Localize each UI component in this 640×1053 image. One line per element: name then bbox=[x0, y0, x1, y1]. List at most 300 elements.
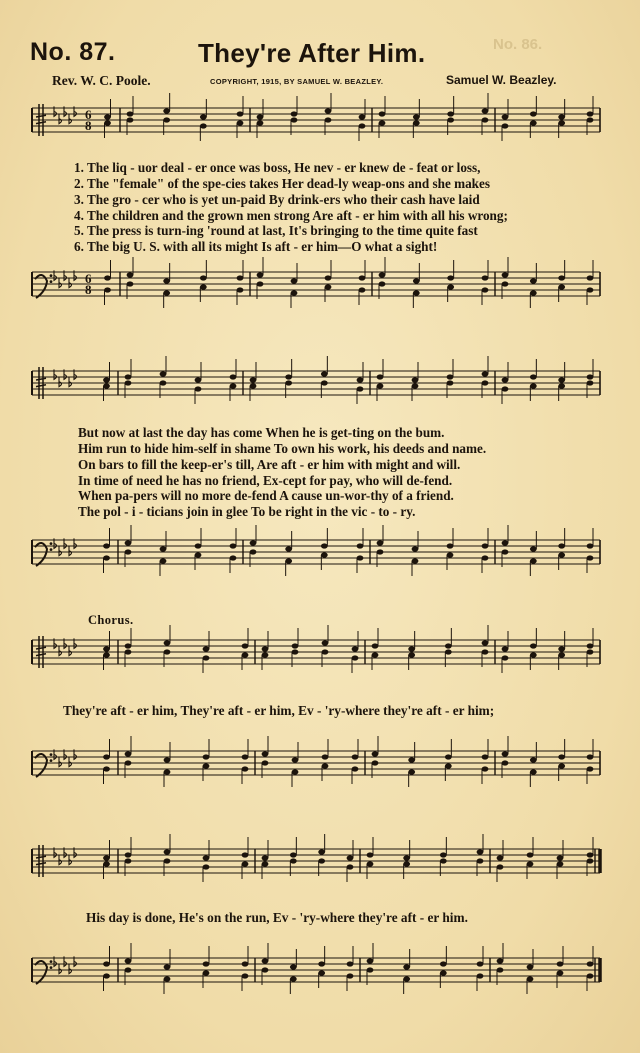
note-head bbox=[104, 120, 111, 125]
note-head bbox=[587, 649, 594, 654]
note-head bbox=[352, 766, 359, 771]
note-head bbox=[290, 858, 297, 863]
note-head bbox=[558, 543, 565, 548]
note-head bbox=[125, 649, 132, 654]
note-head bbox=[257, 114, 264, 119]
note-head bbox=[242, 766, 249, 771]
note-head bbox=[587, 643, 594, 648]
note-head bbox=[530, 643, 537, 648]
note-head bbox=[164, 849, 171, 854]
note-head bbox=[447, 552, 454, 557]
note-head bbox=[103, 377, 110, 382]
note-head bbox=[359, 275, 366, 280]
note-head bbox=[242, 852, 249, 857]
verse-line: 5. The press is turn-ing 'round at last, It's bringing to the time quite fast bbox=[74, 223, 478, 238]
note-head bbox=[372, 751, 379, 756]
chorus-lyric-line-2: His day is done, He's on the run, Ev - 'ry-where they're aft - er him. bbox=[86, 910, 468, 925]
note-head bbox=[352, 655, 359, 660]
note-head bbox=[445, 643, 452, 648]
note-head bbox=[200, 275, 207, 280]
bass-clef-dot bbox=[50, 548, 53, 551]
verse-line: On bars to fill the keep-er's till, Are aft - er him with might and will. bbox=[78, 457, 461, 472]
note-head bbox=[587, 973, 594, 978]
note-head bbox=[359, 123, 366, 128]
note-head bbox=[372, 643, 379, 648]
note-head bbox=[160, 558, 167, 563]
note-head bbox=[237, 120, 244, 125]
note-head bbox=[352, 646, 359, 651]
note-head bbox=[482, 371, 489, 376]
staff bbox=[32, 849, 600, 873]
bass-clef-dot bbox=[50, 759, 53, 762]
bass-clef-dot bbox=[50, 960, 53, 963]
note-head bbox=[527, 964, 534, 969]
note-head bbox=[558, 284, 565, 289]
flat-icon bbox=[69, 855, 72, 865]
bleed-through-text: No. 86. bbox=[493, 36, 543, 53]
note-head bbox=[445, 763, 452, 768]
bass-clef-dot bbox=[50, 542, 53, 545]
flat-icon bbox=[69, 377, 72, 387]
note-head bbox=[203, 754, 210, 759]
note-head bbox=[127, 117, 134, 122]
note-head bbox=[285, 546, 292, 551]
note-head bbox=[103, 555, 110, 560]
note-head bbox=[527, 852, 534, 857]
verse-line: 6. The big U. S. with all its might Is aft - er him—O what a sight! bbox=[74, 239, 438, 254]
note-head bbox=[379, 281, 386, 286]
note-head bbox=[482, 287, 489, 292]
note-head bbox=[440, 858, 447, 863]
note-head bbox=[482, 108, 489, 113]
hymn-title: They're After Him. bbox=[198, 38, 426, 68]
note-head bbox=[587, 766, 594, 771]
note-head bbox=[482, 766, 489, 771]
note-head bbox=[160, 371, 167, 376]
note-head bbox=[230, 555, 237, 560]
note-head bbox=[250, 549, 257, 554]
note-head bbox=[379, 111, 386, 116]
note-head bbox=[587, 754, 594, 759]
note-head bbox=[125, 751, 132, 756]
note-head bbox=[497, 855, 504, 860]
note-head bbox=[587, 117, 594, 122]
note-head bbox=[408, 769, 415, 774]
note-head bbox=[482, 275, 489, 280]
note-head bbox=[502, 549, 509, 554]
copyright-notice: COPYRIGHT, 1915, BY SAMUEL W. BEAZLEY. bbox=[210, 77, 384, 86]
note-head bbox=[367, 861, 374, 866]
staff bbox=[32, 272, 600, 296]
note-head bbox=[502, 377, 509, 382]
note-head bbox=[290, 964, 297, 969]
note-head bbox=[587, 275, 594, 280]
note-head bbox=[262, 652, 269, 657]
note-head bbox=[242, 643, 249, 648]
note-head bbox=[290, 852, 297, 857]
note-head bbox=[403, 976, 410, 981]
bass-clef-dot bbox=[50, 280, 53, 283]
note-head bbox=[587, 858, 594, 863]
note-head bbox=[160, 546, 167, 551]
note-head bbox=[530, 111, 537, 116]
note-head bbox=[325, 275, 332, 280]
note-head bbox=[237, 275, 244, 280]
note-head bbox=[325, 117, 332, 122]
note-head bbox=[257, 120, 264, 125]
note-head bbox=[347, 973, 354, 978]
note-head bbox=[558, 763, 565, 768]
note-head bbox=[403, 861, 410, 866]
note-head bbox=[482, 117, 489, 122]
note-head bbox=[412, 558, 419, 563]
note-head bbox=[367, 852, 374, 857]
note-head bbox=[447, 284, 454, 289]
note-head bbox=[203, 646, 210, 651]
note-head bbox=[195, 552, 202, 557]
note-head bbox=[367, 958, 374, 963]
note-head bbox=[125, 643, 132, 648]
note-head bbox=[587, 543, 594, 548]
note-head bbox=[587, 374, 594, 379]
note-head bbox=[195, 386, 202, 391]
flat-icon bbox=[59, 377, 62, 387]
note-head bbox=[163, 290, 170, 295]
note-head bbox=[195, 543, 202, 548]
note-head bbox=[558, 652, 565, 657]
lyricist-credit: Rev. W. C. Poole. bbox=[52, 73, 151, 88]
note-head bbox=[482, 543, 489, 548]
note-head bbox=[447, 275, 454, 280]
note-head bbox=[558, 646, 565, 651]
note-head bbox=[557, 961, 564, 966]
staff bbox=[32, 640, 600, 664]
note-head bbox=[163, 278, 170, 283]
note-head bbox=[527, 976, 534, 981]
note-head bbox=[359, 114, 366, 119]
note-head bbox=[163, 108, 170, 113]
note-head bbox=[352, 754, 359, 759]
note-head bbox=[262, 646, 269, 651]
note-head bbox=[242, 652, 249, 657]
note-head bbox=[321, 371, 328, 376]
flat-icon bbox=[59, 855, 62, 865]
note-head bbox=[558, 114, 565, 119]
note-head bbox=[502, 114, 509, 119]
note-head bbox=[200, 284, 207, 289]
note-head bbox=[530, 383, 537, 388]
flat-icon bbox=[59, 114, 62, 124]
note-head bbox=[291, 290, 298, 295]
flat-icon bbox=[59, 646, 62, 656]
note-head bbox=[125, 760, 132, 765]
note-head bbox=[502, 272, 509, 277]
note-head bbox=[125, 852, 132, 857]
note-head bbox=[103, 383, 110, 388]
note-head bbox=[127, 281, 134, 286]
verse-line: Him run to hide him-self in shame To own his work, his deeds and name. bbox=[78, 441, 487, 456]
note-head bbox=[164, 976, 171, 981]
note-head bbox=[318, 858, 325, 863]
note-head bbox=[203, 763, 210, 768]
note-head bbox=[412, 546, 419, 551]
note-head bbox=[262, 751, 269, 756]
note-head bbox=[558, 552, 565, 557]
bass-clef-dot bbox=[50, 966, 53, 969]
note-head bbox=[104, 114, 111, 119]
note-head bbox=[502, 281, 509, 286]
verse-line: 2. The "female" of the spe-cies takes Her dead-ly weap-ons and she makes bbox=[74, 176, 490, 191]
note-head bbox=[203, 961, 210, 966]
note-head bbox=[103, 652, 110, 657]
note-head bbox=[257, 281, 264, 286]
verse-line: In time of need he has no friend, Ex-cept for pay, who will de-fend. bbox=[78, 473, 453, 488]
note-head bbox=[447, 380, 454, 385]
note-head bbox=[482, 754, 489, 759]
flat-icon bbox=[69, 278, 72, 288]
note-head bbox=[195, 377, 202, 382]
note-head bbox=[440, 961, 447, 966]
flat-icon bbox=[59, 757, 62, 767]
note-head bbox=[230, 374, 237, 379]
note-head bbox=[482, 555, 489, 560]
flat-icon bbox=[59, 964, 62, 974]
time-signature: 6 bbox=[85, 271, 92, 286]
note-head bbox=[447, 117, 454, 122]
note-head bbox=[502, 386, 509, 391]
flat-icon bbox=[69, 546, 72, 556]
note-head bbox=[445, 754, 452, 759]
note-head bbox=[321, 380, 328, 385]
bass-clef-dot bbox=[50, 274, 53, 277]
note-head bbox=[359, 287, 366, 292]
note-head bbox=[440, 970, 447, 975]
note-head bbox=[477, 849, 484, 854]
note-head bbox=[440, 852, 447, 857]
note-head bbox=[237, 287, 244, 292]
note-head bbox=[125, 540, 132, 545]
note-head bbox=[587, 852, 594, 857]
time-signature: 8 bbox=[85, 118, 92, 133]
note-head bbox=[262, 855, 269, 860]
staff bbox=[32, 371, 600, 395]
note-head bbox=[477, 961, 484, 966]
note-head bbox=[502, 540, 509, 545]
note-head bbox=[242, 961, 249, 966]
note-head bbox=[502, 123, 509, 128]
note-head bbox=[164, 769, 171, 774]
note-head bbox=[285, 374, 292, 379]
note-head bbox=[357, 555, 364, 560]
note-head bbox=[357, 543, 364, 548]
note-head bbox=[502, 646, 509, 651]
note-head bbox=[104, 275, 111, 280]
note-head bbox=[482, 640, 489, 645]
note-head bbox=[447, 374, 454, 379]
note-head bbox=[379, 272, 386, 277]
note-head bbox=[347, 961, 354, 966]
chorus-lyric-line-1: They're aft - er him, They're aft - er him, Ev - 'ry-where they're aft - er him; bbox=[63, 703, 495, 718]
note-head bbox=[497, 958, 504, 963]
note-head bbox=[587, 380, 594, 385]
note-head bbox=[403, 964, 410, 969]
note-head bbox=[291, 117, 298, 122]
note-head bbox=[200, 114, 207, 119]
note-head bbox=[103, 543, 110, 548]
note-head bbox=[163, 117, 170, 122]
note-head bbox=[477, 858, 484, 863]
note-head bbox=[530, 757, 537, 762]
note-head bbox=[292, 757, 299, 762]
note-head bbox=[242, 861, 249, 866]
note-head bbox=[285, 380, 292, 385]
note-head bbox=[557, 855, 564, 860]
note-head bbox=[321, 543, 328, 548]
note-head bbox=[125, 958, 132, 963]
note-head bbox=[321, 552, 328, 557]
flat-icon bbox=[69, 964, 72, 974]
staff bbox=[32, 751, 600, 775]
note-head bbox=[262, 861, 269, 866]
note-head bbox=[103, 973, 110, 978]
verse-line: When pa-pers will no more de-fend A cause un-wor-thy of a friend. bbox=[78, 488, 454, 503]
note-head bbox=[587, 961, 594, 966]
note-head bbox=[203, 855, 210, 860]
note-head bbox=[367, 967, 374, 972]
note-head bbox=[558, 754, 565, 759]
staff bbox=[32, 108, 600, 132]
note-head bbox=[318, 961, 325, 966]
note-head bbox=[262, 760, 269, 765]
note-head bbox=[292, 769, 299, 774]
note-head bbox=[357, 377, 364, 382]
note-head bbox=[408, 757, 415, 762]
note-head bbox=[412, 377, 419, 382]
note-head bbox=[125, 967, 132, 972]
note-head bbox=[127, 111, 134, 116]
note-head bbox=[103, 961, 110, 966]
note-head bbox=[482, 380, 489, 385]
note-head bbox=[250, 377, 257, 382]
note-head bbox=[530, 652, 537, 657]
note-head bbox=[237, 111, 244, 116]
note-head bbox=[497, 967, 504, 972]
note-head bbox=[347, 864, 354, 869]
note-head bbox=[530, 120, 537, 125]
note-head bbox=[530, 290, 537, 295]
flat-icon bbox=[69, 114, 72, 124]
note-head bbox=[408, 646, 415, 651]
note-head bbox=[408, 652, 415, 657]
note-head bbox=[322, 649, 329, 654]
note-head bbox=[125, 380, 132, 385]
note-head bbox=[377, 549, 384, 554]
note-head bbox=[413, 120, 420, 125]
note-head bbox=[372, 652, 379, 657]
note-head bbox=[357, 386, 364, 391]
note-head bbox=[445, 649, 452, 654]
flat-icon bbox=[59, 278, 62, 288]
note-head bbox=[502, 655, 509, 660]
note-head bbox=[482, 649, 489, 654]
note-head bbox=[413, 290, 420, 295]
note-head bbox=[413, 114, 420, 119]
note-head bbox=[530, 278, 537, 283]
note-head bbox=[164, 858, 171, 863]
hymn-number: No. 87. bbox=[30, 38, 116, 66]
note-head bbox=[322, 754, 329, 759]
note-head bbox=[103, 766, 110, 771]
note-head bbox=[477, 973, 484, 978]
composer-credit: Samuel W. Beazley. bbox=[446, 73, 557, 87]
note-head bbox=[250, 540, 257, 545]
staff bbox=[32, 958, 600, 982]
verse-line: 4. The children and the grown men strong Are aft - er him with all his wrong; bbox=[74, 208, 508, 223]
flat-icon bbox=[69, 757, 72, 767]
note-head bbox=[530, 546, 537, 551]
chorus-label: Chorus. bbox=[88, 613, 134, 627]
note-head bbox=[164, 640, 171, 645]
note-head bbox=[318, 849, 325, 854]
note-head bbox=[403, 855, 410, 860]
note-head bbox=[125, 549, 132, 554]
note-head bbox=[322, 763, 329, 768]
note-head bbox=[502, 760, 509, 765]
note-head bbox=[250, 383, 257, 388]
note-head bbox=[230, 543, 237, 548]
note-head bbox=[413, 278, 420, 283]
note-head bbox=[127, 272, 134, 277]
note-head bbox=[242, 973, 249, 978]
note-head bbox=[377, 374, 384, 379]
note-head bbox=[502, 751, 509, 756]
note-head bbox=[203, 655, 210, 660]
note-head bbox=[203, 864, 210, 869]
note-head bbox=[257, 272, 264, 277]
note-head bbox=[103, 855, 110, 860]
note-head bbox=[372, 760, 379, 765]
note-head bbox=[587, 287, 594, 292]
note-head bbox=[530, 558, 537, 563]
note-head bbox=[104, 287, 111, 292]
note-head bbox=[164, 649, 171, 654]
note-head bbox=[242, 754, 249, 759]
note-head bbox=[587, 555, 594, 560]
note-head bbox=[291, 111, 298, 116]
note-head bbox=[160, 380, 167, 385]
note-head bbox=[164, 757, 171, 762]
note-head bbox=[262, 958, 269, 963]
time-signature: 8 bbox=[85, 282, 92, 297]
staff bbox=[32, 540, 600, 564]
verse-line: But now at last the day has come When he is get-ting on the bum. bbox=[78, 425, 445, 440]
note-head bbox=[285, 558, 292, 563]
note-head bbox=[292, 643, 299, 648]
note-head bbox=[164, 964, 171, 969]
note-head bbox=[322, 640, 329, 645]
verse-line: 1. The liq - uor deal - er once was boss, He nev - er knew de - feat or loss, bbox=[74, 160, 481, 175]
note-head bbox=[557, 861, 564, 866]
note-head bbox=[377, 540, 384, 545]
note-head bbox=[290, 976, 297, 981]
note-head bbox=[558, 120, 565, 125]
bass-clef-dot bbox=[50, 753, 53, 756]
note-head bbox=[530, 374, 537, 379]
note-head bbox=[558, 377, 565, 382]
note-head bbox=[558, 383, 565, 388]
note-head bbox=[103, 861, 110, 866]
note-head bbox=[291, 278, 298, 283]
